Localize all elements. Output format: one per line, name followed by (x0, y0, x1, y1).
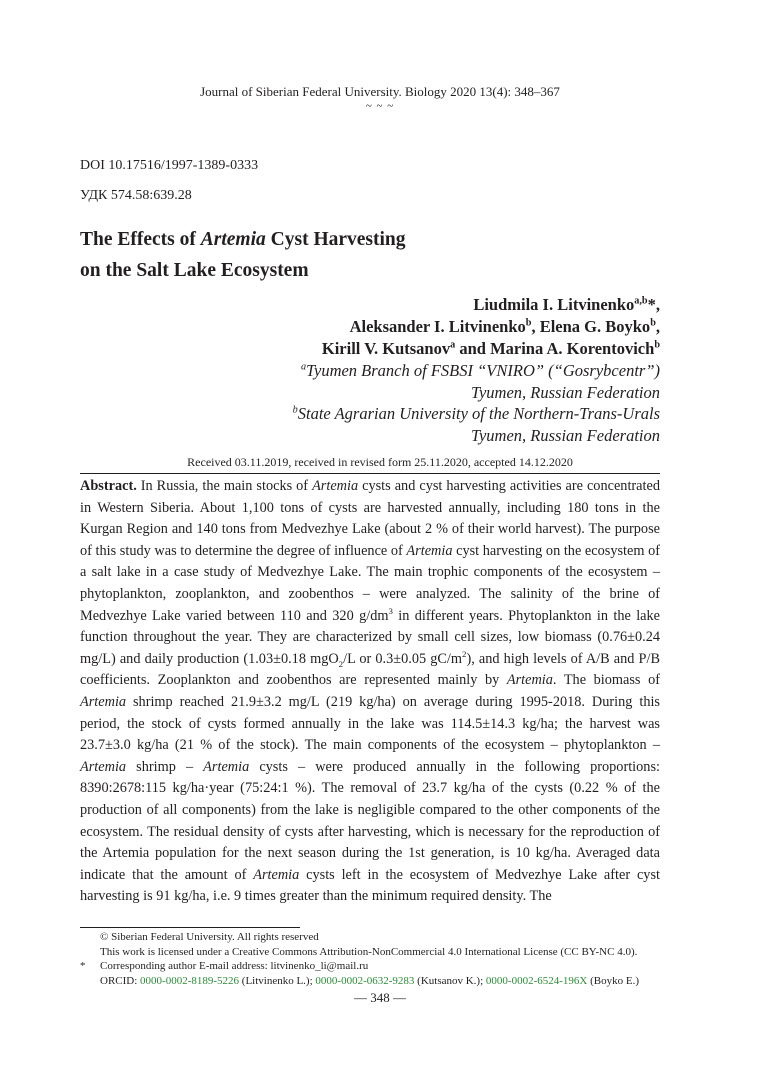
orcid-link[interactable]: 0000-0002-0632-9283 (315, 974, 415, 987)
affiliation-org: $^b$State Agrarian University of the Northern-Trans-Urals (292, 404, 660, 423)
affiliation-org: $^a$Tyumen Branch of FSBSI “VNIRO” (“Gosrybcentr”) (300, 361, 660, 380)
author-name: Kirill V. Kutsanov (321, 339, 451, 358)
author-line-3: Kirill V. Kutsanov$^a$ and Marina A. Korentovich$^b$ (321, 339, 660, 358)
author-name: Elena G. Boyko (539, 317, 651, 336)
divider (80, 473, 660, 474)
journal-header: Journal of Siberian Federal University. Biology 2020 13(4): 348–367 (200, 84, 560, 99)
title-genus: Artemia (200, 229, 266, 250)
affiliations (293, 360, 660, 446)
license-note: This work is licensed under a Creative Commons Attribution-NonCommercial 4.0 International License (CC BY-NC 4.0). (100, 945, 638, 958)
udc-code: УДК 574.58:639.28 (80, 188, 192, 203)
footnote-divider (80, 927, 300, 928)
footnotes (80, 930, 720, 988)
abstract: Abstract. In Russia, the main stocks of Artemia cysts and cyst harvesting activities are concentrated in Western Siberia. About 1,100 tons of cysts are harvested annually, including 180 tons in the Kurgan Region and 140 tons from Medvezhye Lake (about 2 % of their world harvest). The purpose of this study was to determine the degree of influence of Artemia cyst harvesting on the ecosystem of a salt lake in a case study of Medvezhye Lake. The main trophic components of the ecosystem – phytoplankton, zooplankton, and zoobenthos – were analyzed. The salinity of the brine of Medvezhye Lake varied between 110 and 320 $g/dm^3$ in different years. Phytoplankton in the lake function throughout the year. They are characterized by small cell sizes, low biomass (0.76±0.24 mg/L) and daily production (1.03±0.18 mgO$_2$/L or 0.3±0.05 $gC/m^2$), and high levels of A/B and P/B coefficients. Zooplankton and zoobenthos are represented mainly by Artemia. The biomass of Artemia shrimp reached 21.9±3.2 mg/L (219 kg/ha) on average during 1995-2018. During this period, the stock of cysts formed annually in the lake was 114.5±14.3 kg/ha; the harvest was 23.7±3.0 kg/ha (21 % of the stock). The main components of the ecosystem – phytoplankton – Artemia shrimp – Artemia cysts – were produced annually in the following proportions: 8390:2678:115 kg/ha·year (75:24:1 %). The removal of 23.7 kg/ha of the cysts (0.22 % of the production of all components) from the lake is negligible compared to the other components of the ecosystem. The residual density of cysts after harvesting, which is necessary for the reproduction of the Artemia population for the next season during the 1st generation, is 10 kg/ha. Averaged data indicate that the amount of Artemia cysts left in the ecosystem of Medvezhye Lake after cyst harvesting is 91 kg/ha, i.e. 9 times greater than the minimum required density. The (80, 478, 661, 905)
doi: DOI 10.17516/1997-1389-0333 (80, 158, 259, 173)
received-dates: Received 03.11.2019, received in revised form 25.11.2020, accepted 14.12.2020 (187, 455, 573, 469)
author-list (322, 294, 660, 360)
title-line-1: The Effects of Artemia Cyst Harvesting (80, 229, 406, 250)
header-ornament: ~ ~ ~ (365, 100, 395, 112)
footnote-star: * (80, 960, 86, 972)
orcid-link[interactable]: 0000-0002-6524-196X (485, 974, 588, 987)
page-number: — 348 — (354, 990, 406, 1005)
article-title (80, 224, 406, 286)
affiliation-place: Tyumen, Russian Federation (471, 425, 660, 445)
author-name: Marina A. Korentovich (490, 339, 655, 358)
author-line-1: Liudmila I. Litvinenko$^{a,b}$*, (473, 295, 660, 314)
orcid-note: ORCID: 0000-0002-8189-5226 (Litvinenko L.); 0000-0002-0632-9283 (Kutsanov K.); 0000-0002-6524-196X (Boyko E.) (100, 974, 639, 987)
author-name: Liudmila I. Litvinenko (473, 295, 635, 314)
author-name: Aleksander I. Litvinenko (349, 317, 526, 336)
abstract-label: Abstract. (80, 478, 137, 494)
copyright-note: © Siberian Federal University. All rights reserved (100, 931, 319, 943)
corresponding-author-note: * Corresponding author E-mail address: litvinenko_li@mail.ru (80, 960, 369, 972)
author-line-2: Aleksander I. Litvinenko$^b$, Elena G. Boyko$^b$, (349, 317, 660, 336)
orcid-link[interactable]: 0000-0002-8189-5226 (140, 974, 240, 987)
title-line-2: on the Salt Lake Ecosystem (80, 260, 309, 281)
affiliation-place: Tyumen, Russian Federation (471, 382, 660, 402)
